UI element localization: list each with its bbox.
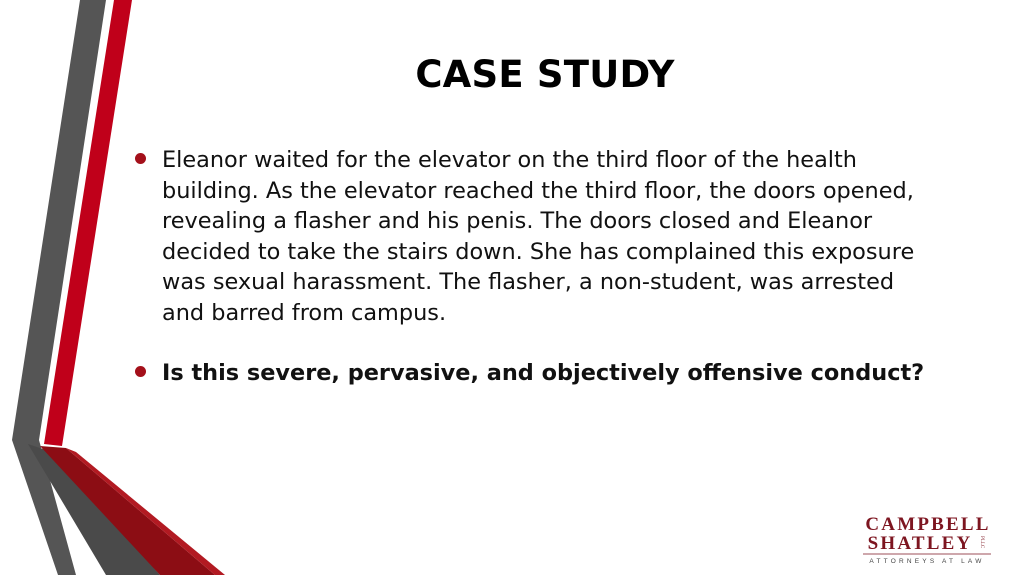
bullet-item <box>132 358 932 389</box>
campbell-shatley-logo <box>860 512 994 572</box>
logo-suffix: PLLC <box>979 536 984 549</box>
logo-line1: CAMPBELL <box>865 514 991 535</box>
case-description: Eleanor waited for the elevator on the third floor of the health building. As the elevator reached the third floor, the doors opened, revealing a flasher and his penis. The doors closed and Eleanor decided to take the stairs down. She has complained this exposure was sexual harassment. The flasher, a non-student, was arrested and barred from campus. <box>162 147 915 326</box>
bullet-list <box>132 145 932 388</box>
slide-title: CASE STUDY <box>415 53 675 96</box>
bullet-dot-icon <box>135 153 146 164</box>
bullet-dot-icon <box>135 366 146 377</box>
bullet-item <box>132 145 932 329</box>
logo-tagline: ATTORNEYS AT LAW <box>869 558 985 565</box>
logo-line2: SHATLEY <box>867 533 973 554</box>
case-question: Is this severe, pervasive, and objectively offensive conduct? <box>162 359 925 386</box>
